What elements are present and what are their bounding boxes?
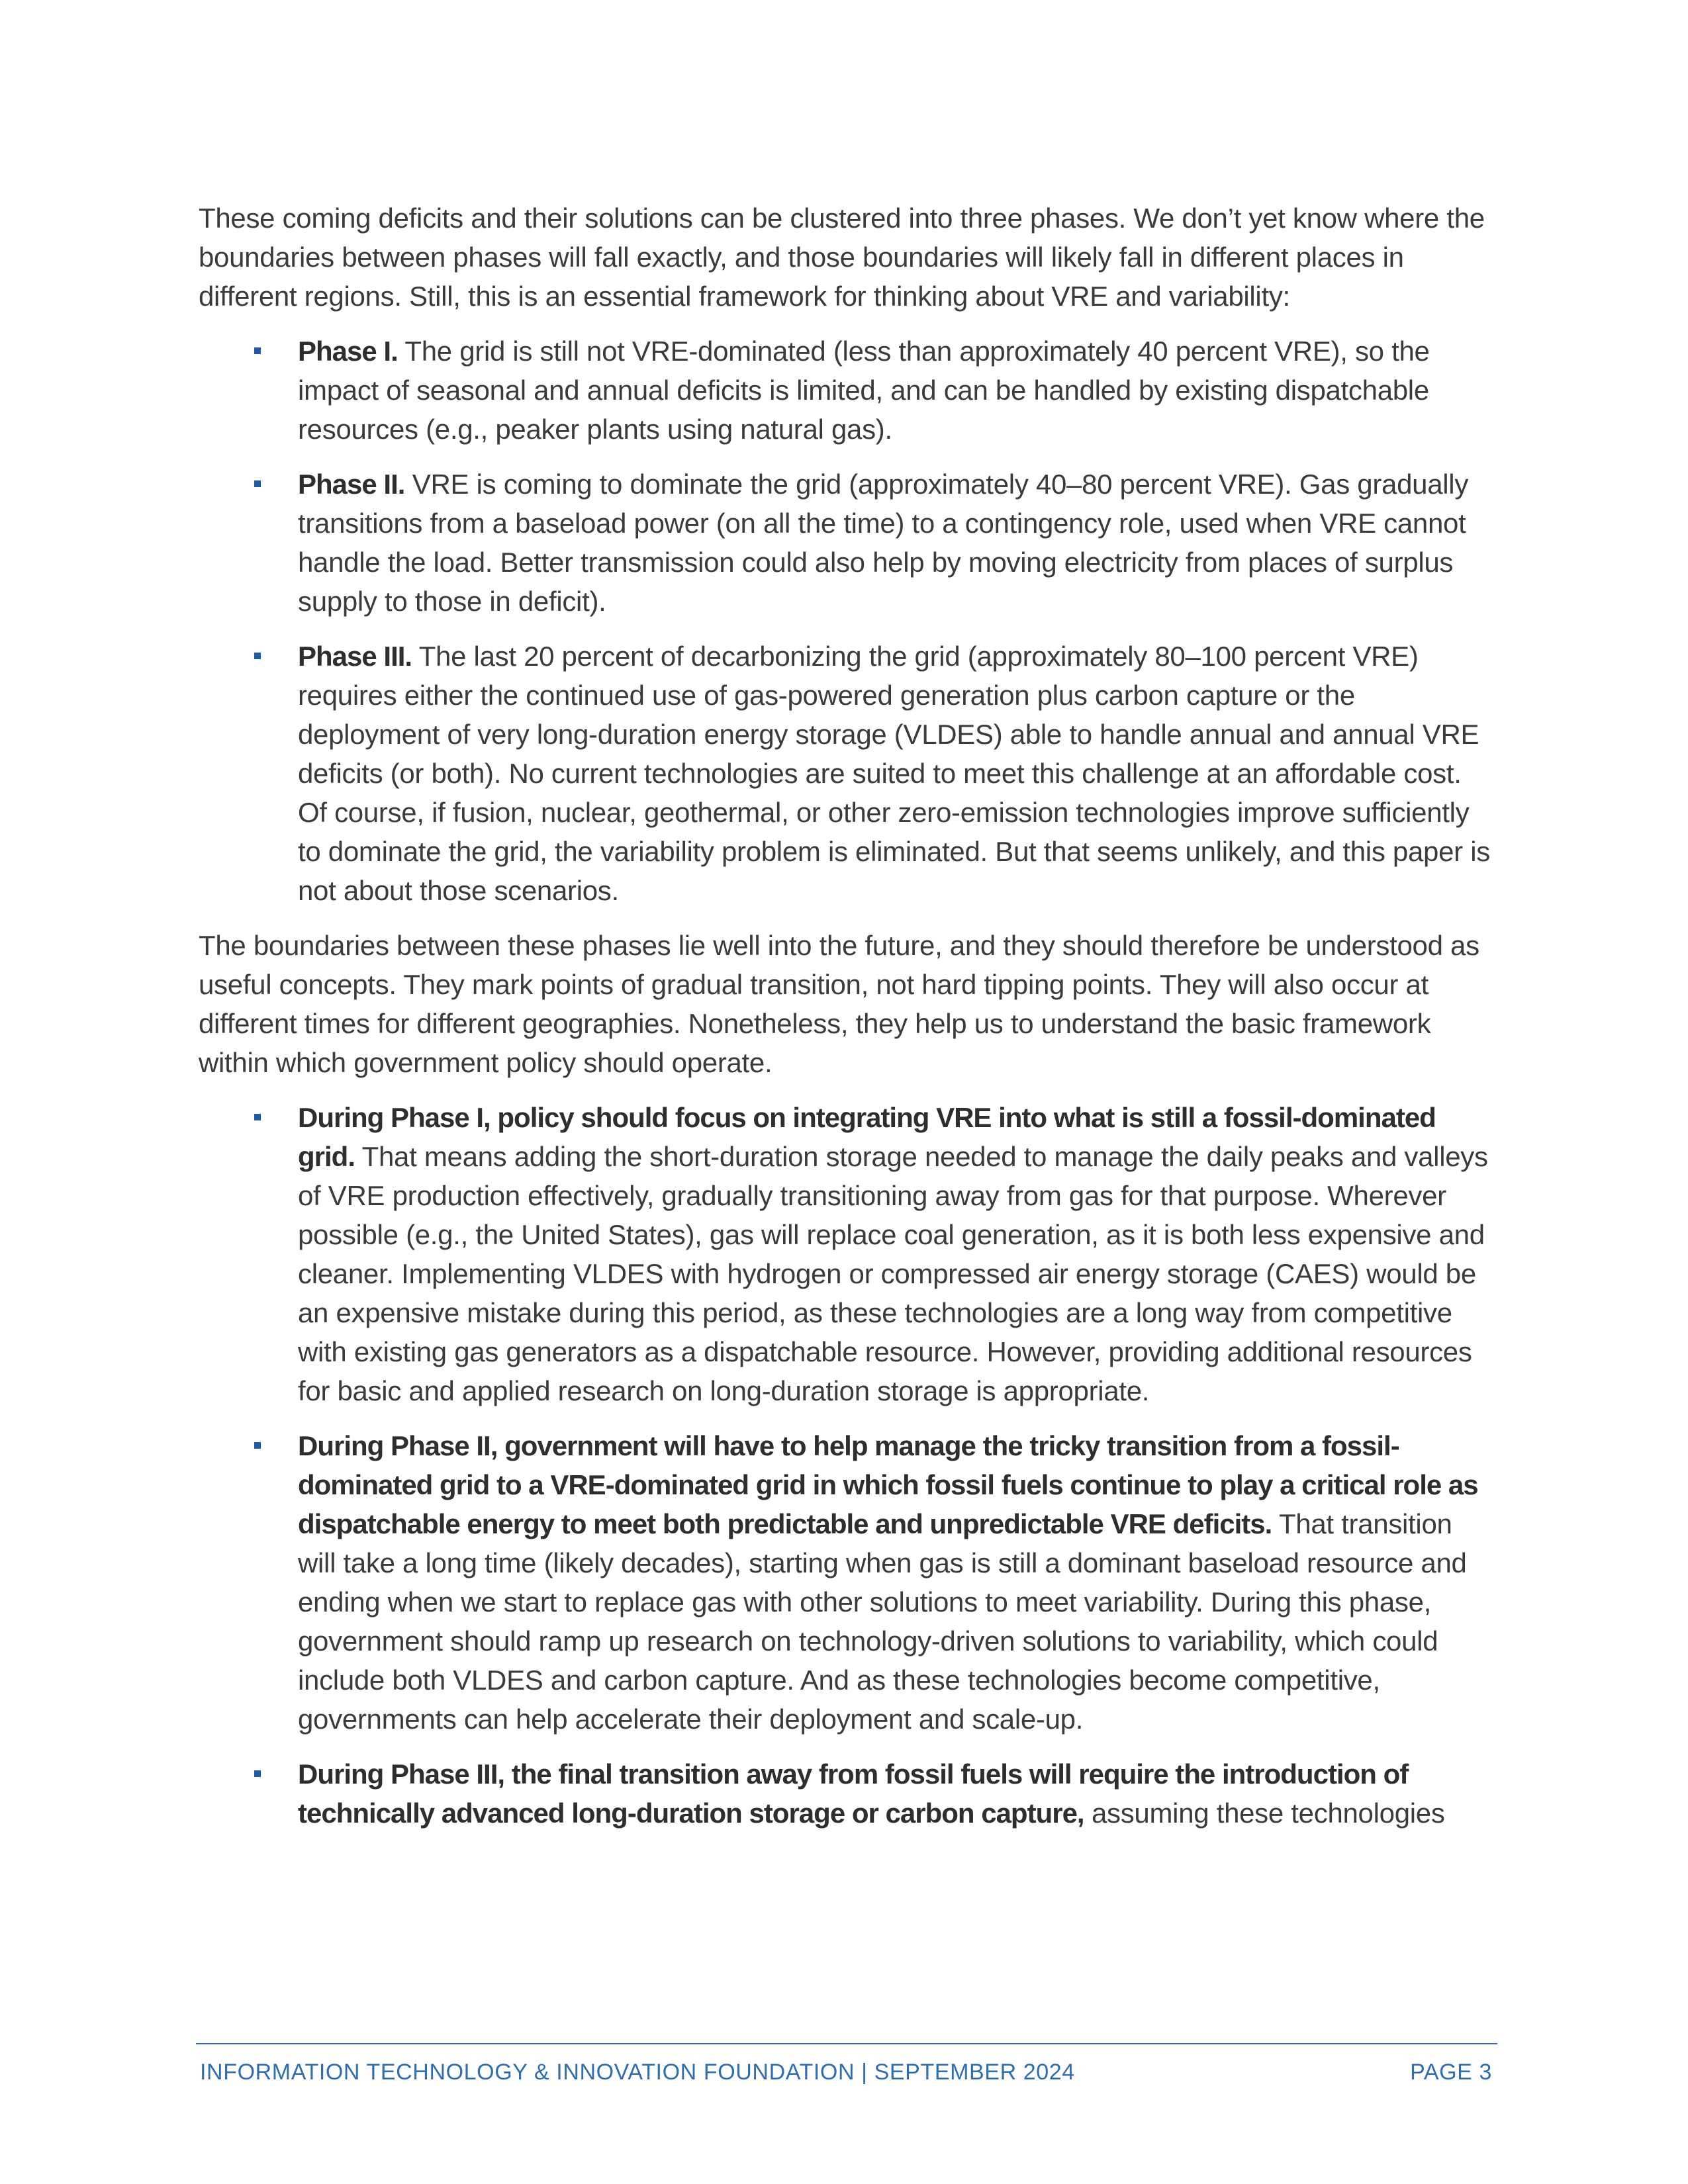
policy-2-text: That transition will take a long time (likely decades), starting when gas is still a dominant baseload resource and ending when we start to replace gas with other solutions to meet variability. During this phase, government should ramp up research on technology-driven solutions to variability, which could include both VLDES and carbon capture. And as these technologies become competitive, governments can help accelerate their deployment and scale-up.: [298, 1508, 1467, 1735]
square-bullet-icon: [254, 653, 261, 659]
policy-2-heading: During Phase II, government will have to help manage the tricky transition from a fossil-dominated grid to a VRE-dominated grid in which fossil fuels continue to play a critical role as dispatchable energy to meet both predictable and unpredictable VRE deficits.: [298, 1430, 1478, 1539]
policy-3-heading: During Phase III, the final transition away from fossil fuels will require the introduction of technically advanced long-duration storage or carbon capture,: [298, 1758, 1409, 1829]
phase-2-text: VRE is coming to dominate the grid (approximately 40–80 percent VRE). Gas gradually transitions from a baseload power (on all the time) to a contingency role, used when VRE cannot handle the load. Better transmission could also help by moving electricity from places of surplus supply to those in deficit).: [298, 469, 1469, 617]
policy-3-text: assuming these technologies: [1084, 1797, 1445, 1829]
square-bullet-icon: [254, 1114, 261, 1120]
list-item: [199, 1098, 1493, 1410]
square-bullet-icon: [254, 480, 261, 487]
footer-divider: [196, 2043, 1497, 2044]
policy-1-text: That means adding the short-duration storage needed to manage the daily peaks and valleys of VRE production effectively, gradually transitioning away from gas for that purpose. Wherever possible (e.g., the United States), gas will replace coal generation, as it is both less expensive and cleaner. Implementing VLDES with hydrogen or compressed air energy storage (CAES) would be an expensive mistake during this period, as these technologies are a long way from competitive with existing gas generators as a dispatchable resource. However, providing additional resources for basic and applied research on long-duration storage is appropriate.: [298, 1141, 1488, 1406]
phases-list: [199, 332, 1493, 910]
phase-1-text: The grid is still not VRE-dominated (less than approximately 40 percent VRE), so the impact of seasonal and annual deficits is limited, and can be handled by existing dispatchable resources (e.g., peaker plants using natural gas).: [298, 336, 1430, 445]
list-item: [199, 465, 1493, 621]
intro-paragraph: These coming deficits and their solutions can be clustered into three phases. We don’t yet know where the boundaries between phases will fall exactly, and those boundaries will likely fall in different places in different regions. Still, this is an essential framework for thinking about VRE and variability:: [199, 203, 1485, 312]
list-item: [199, 332, 1493, 449]
page-body: [199, 199, 1493, 1833]
footer-publisher: INFORMATION TECHNOLOGY & INNOVATION FOUNDATION | SEPTEMBER 2024: [200, 2060, 1075, 2085]
square-bullet-icon: [254, 1770, 261, 1777]
policy-list: [199, 1098, 1493, 1833]
phase-2-heading: Phase II.: [298, 469, 405, 500]
phase-3-text: The last 20 percent of decarbonizing the grid (approximately 80–100 percent VRE) requires either the continued use of gas-powered generation plus carbon capture or the deployment of very long-duration energy storage (VLDES) able to handle annual and annual VRE deficits (or both). No current technologies are suited to meet this challenge at an affordable cost. Of course, if fusion, nuclear, geothermal, or other zero-emission technologies improve sufficiently to dominate the grid, the variability problem is eliminated. But that seems unlikely, and this paper is not about those scenarios.: [298, 641, 1490, 906]
boundaries-paragraph: The boundaries between these phases lie well into the future, and they should therefore be understood as useful concepts. They mark points of gradual transition, not hard tipping points. They will also occur at different times for different geographies. Nonetheless, they help us to understand the basic framework within which government policy should operate.: [199, 930, 1479, 1078]
square-bullet-icon: [254, 347, 261, 354]
list-item: [199, 637, 1493, 910]
page-number: PAGE 3: [1410, 2060, 1492, 2085]
phase-3-heading: Phase III.: [298, 641, 412, 672]
phase-1-heading: Phase I.: [298, 336, 398, 367]
policy-1-heading: During Phase I, policy should focus on integrating VRE into what is still a fossil-dominated grid.: [298, 1102, 1436, 1172]
list-item: [199, 1754, 1493, 1833]
list-item: [199, 1426, 1493, 1739]
square-bullet-icon: [254, 1442, 261, 1449]
